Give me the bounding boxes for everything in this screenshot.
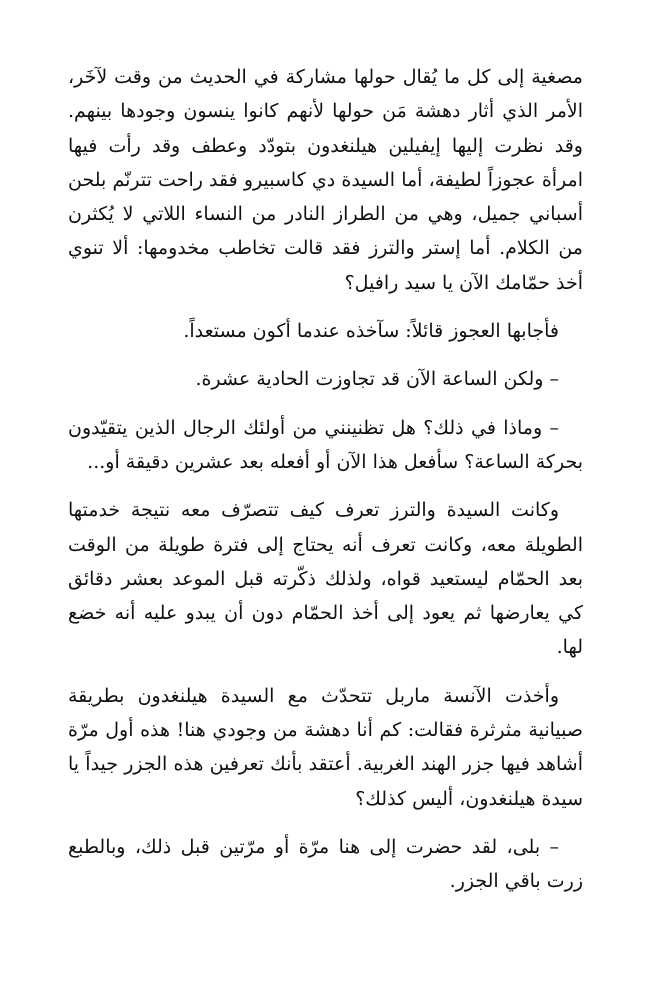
paragraph-4: – وماذا في ذلك؟ هل تظنينني من أولئك الرجال الذين يتقيّدون بحركة الساعة؟ سأفعل هذا الآن أو أفعله بعد عشرين دقيقة أو... (68, 416, 583, 473)
paragraph-2: فأجابها العجوز قائلاً: سآخذه عندما أكون مستعداً. (183, 320, 559, 343)
paragraph-6: وأخذت الآنسة ماربل تتحدّث مع السيدة هيلنغدون بطريقة صبيانية مثرثرة فقالت: كم أنا دهشة من وجودي هنا! هذه أول مرّة أشاهد فيها جزر الهند الغربية. أعتقد بأنك تعرفين هذه الجزر جيداً يا سيدة هيلنغدون، أليس كذلك؟ (68, 684, 583, 810)
paragraph-1: مصغية إلى كل ما يُقال حولها مشاركة في الحديث من وقت لآخَر، الأمر الذي أثار دهشة مَن حولها لأنهم كانوا ينسون وجودها بينهم. وقد نظرت إليها إيفيلين هيلنغدون بتودّد وعطف وقد رأت فيها امرأة عجوزاً لطيفة، أما السيدة دي كاسبيرو فقد راحت تترنّم بلحن أسباني جميل، وهي من الطراز النادر من النساء اللاتي لا يُكثرن من الكلام. أما إستر والترز فقد قالت تخاطب مخدومها: ألا تنوي أخذ حمّامك الآن يا سيد رافيل؟ (68, 66, 583, 294)
paragraph-7: – بلى، لقد حضرت إلى هنا مرّة أو مرّتين قبل ذلك، وبالطبع زرت باقي الجزر. (68, 835, 583, 893)
paragraph-5: وكانت السيدة والترز تعرف كيف تتصرّف معه نتيجة خدمتها الطويلة معه، وكانت تعرف أنه يحتاج إلى فترة طويلة من الوقت بعد الحمّام ليستعيد قواه، ولذلك ذكّرته قبل الموعد بعشر دقائق كي يعارضها ثم يعود إلى أخذ الحمّام دون أن يبدو عليه أنه خضع لها. (68, 499, 583, 659)
paragraph-3: – ولكن الساعة الآن قد تجاوزت الحادية عشرة. (195, 368, 559, 391)
